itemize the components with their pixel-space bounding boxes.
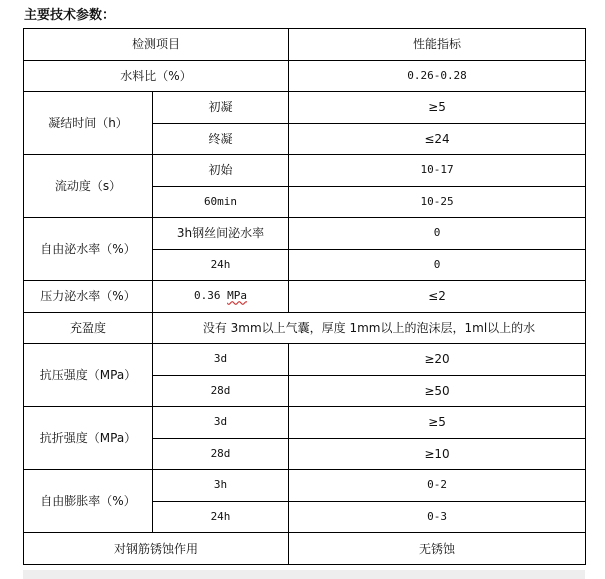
table-row [24, 218, 586, 250]
header-spec: 性能指标 [289, 29, 586, 61]
row-value: 0 [289, 249, 586, 281]
row-label: 抗折强度（MPa） [24, 407, 153, 470]
pressure-value: 0.36 [194, 289, 221, 303]
table-row [24, 312, 586, 344]
row-value: ≥20 [289, 344, 586, 376]
row-value: 10-17 [289, 155, 586, 187]
row-label: 压力泌水率（%） [24, 281, 153, 313]
table-row [24, 344, 586, 376]
row-sub: 3h钢丝间泌水率 [153, 218, 289, 250]
row-label: 对钢筋锈蚀作用 [24, 533, 289, 565]
row-label: 抗压强度（MPa） [24, 344, 153, 407]
row-sub: 3d [153, 344, 289, 376]
row-sub: 3d [153, 407, 289, 439]
bottom-scroll-area [23, 570, 585, 579]
row-sub: 24h [153, 501, 289, 533]
row-sub: 初凝 [153, 92, 289, 124]
row-label: 凝结时间（h） [24, 92, 153, 155]
pressure-unit: MPa [227, 289, 247, 303]
row-sub: 28d [153, 375, 289, 407]
row-label: 自由泌水率（%） [24, 218, 153, 281]
row-sub: 3h [153, 470, 289, 502]
row-value: ≤2 [289, 281, 586, 313]
row-sub [153, 281, 289, 313]
row-sub: 60min [153, 186, 289, 218]
row-value: 0-3 [289, 501, 586, 533]
row-label: 充盈度 [24, 312, 153, 344]
table-row [24, 155, 586, 187]
table-header-row [24, 29, 586, 61]
row-sub: 终凝 [153, 123, 289, 155]
table-row [24, 60, 586, 92]
row-sub: 28d [153, 438, 289, 470]
row-sub: 初始 [153, 155, 289, 187]
row-value: 10-25 [289, 186, 586, 218]
row-label: 流动度（s） [24, 155, 153, 218]
row-label: 自由膨胀率（%） [24, 470, 153, 533]
row-value: 0-2 [289, 470, 586, 502]
table-row [24, 407, 586, 439]
row-value: 0 [289, 218, 586, 250]
row-sub: 24h [153, 249, 289, 281]
row-value: 没有 3mm以上气囊，厚度 1mm以上的泡沫层，1ml以上的水 [153, 312, 586, 344]
row-value: ≥10 [289, 438, 586, 470]
row-value: ≥5 [289, 92, 586, 124]
row-value: ≥50 [289, 375, 586, 407]
row-value: 无锈蚀 [289, 533, 586, 565]
spec-table [23, 28, 586, 565]
page-title: 主要技术参数： [24, 8, 116, 23]
row-value: ≥5 [289, 407, 586, 439]
table-row [24, 470, 586, 502]
row-value: ≤24 [289, 123, 586, 155]
header-item: 检测项目 [24, 29, 289, 61]
table-row [24, 281, 586, 313]
table-row [24, 92, 586, 124]
table-row [24, 533, 586, 565]
row-label: 水料比（%） [24, 60, 289, 92]
row-value: 0.26-0.28 [289, 60, 586, 92]
